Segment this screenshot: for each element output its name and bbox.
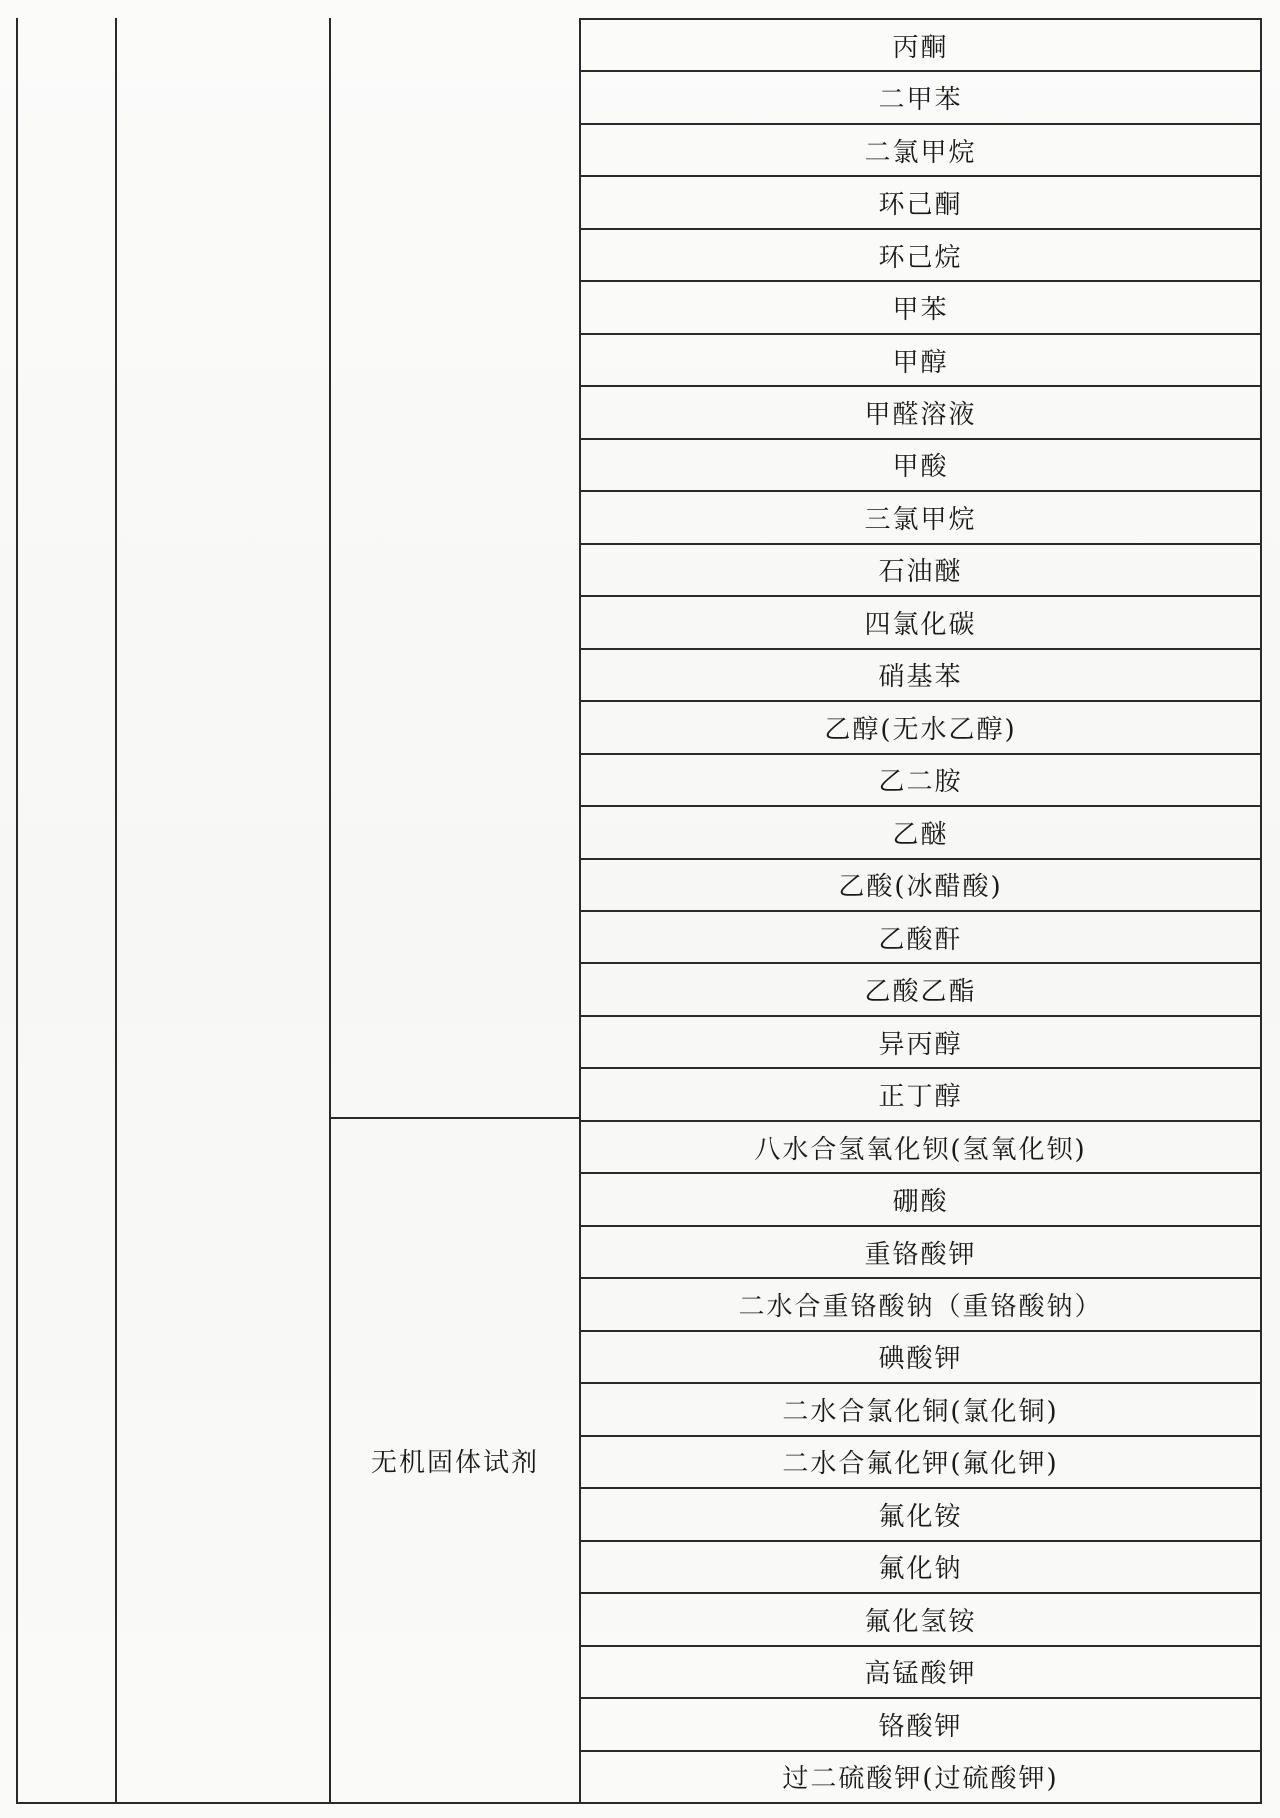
reagent-name: 二甲苯: [878, 85, 963, 116]
reagent-name: 乙酸(冰醋酸): [838, 872, 1003, 903]
reagent-name: 二水合氟化钾(氟化钾): [782, 1449, 1059, 1480]
reagent-cell: [581, 125, 1260, 175]
category-inorganic-solid: [331, 1119, 579, 1802]
reagent-cell: [581, 1122, 1260, 1172]
reagent-cell: [581, 597, 1260, 647]
reagent-name: 氟化钠: [878, 1554, 963, 1585]
reagent-cell: [581, 440, 1260, 490]
column-divider-1: [115, 18, 117, 1804]
reagent-name: 硝基苯: [878, 662, 963, 693]
reagent-name: 氟化氢铵: [864, 1606, 977, 1637]
reagent-cell: [581, 72, 1260, 122]
reagent-name: 甲酸: [892, 452, 949, 483]
reagent-name: 甲苯: [892, 295, 949, 326]
reagent-name: 丙酮: [892, 32, 949, 63]
category-label: 无机固体试剂: [370, 1448, 539, 1478]
reagent-cell: [581, 702, 1260, 752]
reagent-name: 甲醇: [892, 347, 949, 378]
reagent-cell: [581, 1174, 1260, 1224]
reagent-name: 乙二胺: [878, 767, 963, 798]
reagent-name: 环己酮: [878, 190, 963, 221]
reagent-cell: [581, 1542, 1260, 1592]
reagent-name: 氟化铵: [878, 1501, 963, 1532]
reagent-cell: [581, 1699, 1260, 1749]
reagent-cell: [581, 545, 1260, 595]
reagent-cell: [581, 1647, 1260, 1697]
reagent-cell: [581, 1437, 1260, 1487]
reagent-cell: [581, 1384, 1260, 1434]
reagent-cell: [581, 755, 1260, 805]
reagent-cell: [581, 912, 1260, 962]
reagent-name: 异丙醇: [878, 1029, 963, 1060]
reagent-cell: [581, 1227, 1260, 1277]
reagent-cell: [581, 1332, 1260, 1382]
reagent-cell: [581, 335, 1260, 385]
reagent-name: 重铬酸钾: [864, 1239, 977, 1270]
reagent-name: 二氯甲烷: [864, 137, 977, 168]
reagent-name: 碘酸钾: [878, 1344, 963, 1375]
reagent-cell: [581, 860, 1260, 910]
reagent-name: 正丁醇: [878, 1082, 963, 1113]
reagent-cell: [581, 177, 1260, 227]
reagent-name: 乙醇(无水乙醇): [824, 714, 1017, 745]
reagent-name: 高锰酸钾: [864, 1659, 977, 1690]
reagent-name: 环己烷: [878, 242, 963, 273]
reagent-name: 铬酸钾: [878, 1711, 963, 1742]
reagent-name: 二水合氯化铜(氯化铜): [782, 1396, 1059, 1427]
reagent-cell: [581, 1489, 1260, 1539]
reagent-name: 二水合重铬酸钠（重铬酸钠）: [738, 1292, 1103, 1323]
reagent-cell: [581, 282, 1260, 332]
reagent-cell: [581, 1069, 1260, 1119]
reagent-name: 硼酸: [892, 1187, 949, 1218]
reagent-cell: [581, 1017, 1260, 1067]
table-border-bottom: [16, 1802, 1262, 1804]
reagent-cell: [581, 387, 1260, 437]
reagent-name: 四氯化碳: [864, 609, 977, 640]
reagent-cell: [581, 230, 1260, 280]
reagent-name: 过二硫酸钾(过硫酸钾): [782, 1764, 1059, 1795]
reagent-cell: [581, 650, 1260, 700]
reagent-cell: [581, 964, 1260, 1014]
reagent-name: 八水合氢氧化钡(氢氧化钡): [754, 1134, 1087, 1165]
reagent-name: 石油醚: [878, 557, 963, 588]
reagent-name: 乙酸乙酯: [864, 977, 977, 1008]
table-border-left: [16, 18, 18, 1804]
reagent-name: 三氯甲烷: [864, 504, 977, 535]
reagent-name: 甲醛溶液: [864, 400, 977, 431]
reagent-cell: [581, 20, 1260, 70]
reagent-cell: [581, 807, 1260, 857]
reagent-name: 乙酸酐: [878, 924, 963, 955]
reagent-cell: [581, 1594, 1260, 1644]
reagent-cell: [581, 1752, 1260, 1802]
reagent-cell: [581, 492, 1260, 542]
reagent-cell: [581, 1279, 1260, 1329]
reagent-name: 乙醚: [892, 819, 949, 850]
